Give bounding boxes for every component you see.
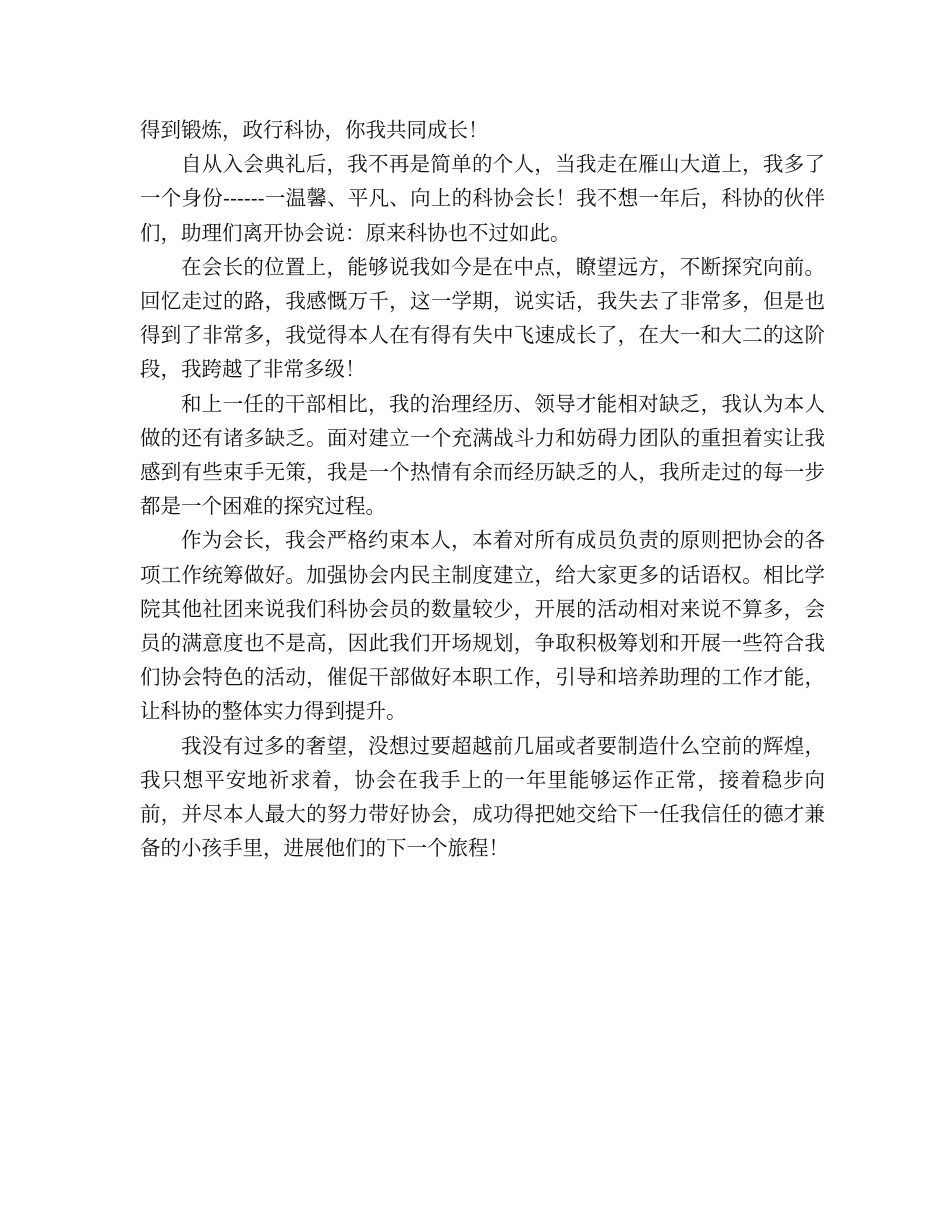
document-body — [140, 113, 825, 865]
paragraph: 作为会长，我会严格约束本人，本着对所有成员负责的原则把协会的各项工作统筹做好。加强协会内民主制度建立，给大家更多的话语权。相比学院其他社团来说我们科协会员的数量较少，开展的活动相对来说不算多，会员的满意度也不是高，因此我们开场规划，争取积极筹划和开展一些符合我们协会特色的活动，催促干部做好本职工作，引导和培养助理的工作才能，让科协的整体实力得到提升。 — [140, 528, 825, 724]
paragraph: 我没有过多的奢望，没想过要超越前几届或者要制造什么空前的辉煌，我只想平安地祈求着，协会在我手上的一年里能够运作正常，接着稳步向前，并尽本人最大的努力带好协会，成功得把她交给下一任我信任的德才兼备的小孩手里，进展他们的下一个旅程！ — [140, 733, 825, 861]
paragraph: 和上一任的干部相比，我的治理经历、领导才能相对缺乏，我认为本人做的还有诸多缺乏。面对建立一个充满战斗力和妨碍力团队的重担着实让我感到有些束手无策，我是一个热情有余而经历缺乏的人，我所走过的每一步都是一个困难的探究过程。 — [140, 391, 825, 519]
paragraph: 在会长的位置上，能够说我如今是在中点，瞭望远方，不断探究向前。回忆走过的路，我感慨万千，这一学期，说实话，我失去了非常多，但是也得到了非常多，我觉得本人在有得有失中飞速成长了，在大一和大二的这阶段，我跨越了非常多级！ — [140, 254, 825, 382]
paragraph-continued: 得到锻炼，政行科协，你我共同成长！ — [140, 118, 489, 142]
paragraph: 自从入会典礼后，我不再是简单的个人，当我走在雁山大道上，我多了一个身份------一温馨、平凡、向上的科协会长！我不想一年后，科协的伙伴们，助理们离开协会说：原来科协也不过如此。 — [140, 152, 825, 245]
